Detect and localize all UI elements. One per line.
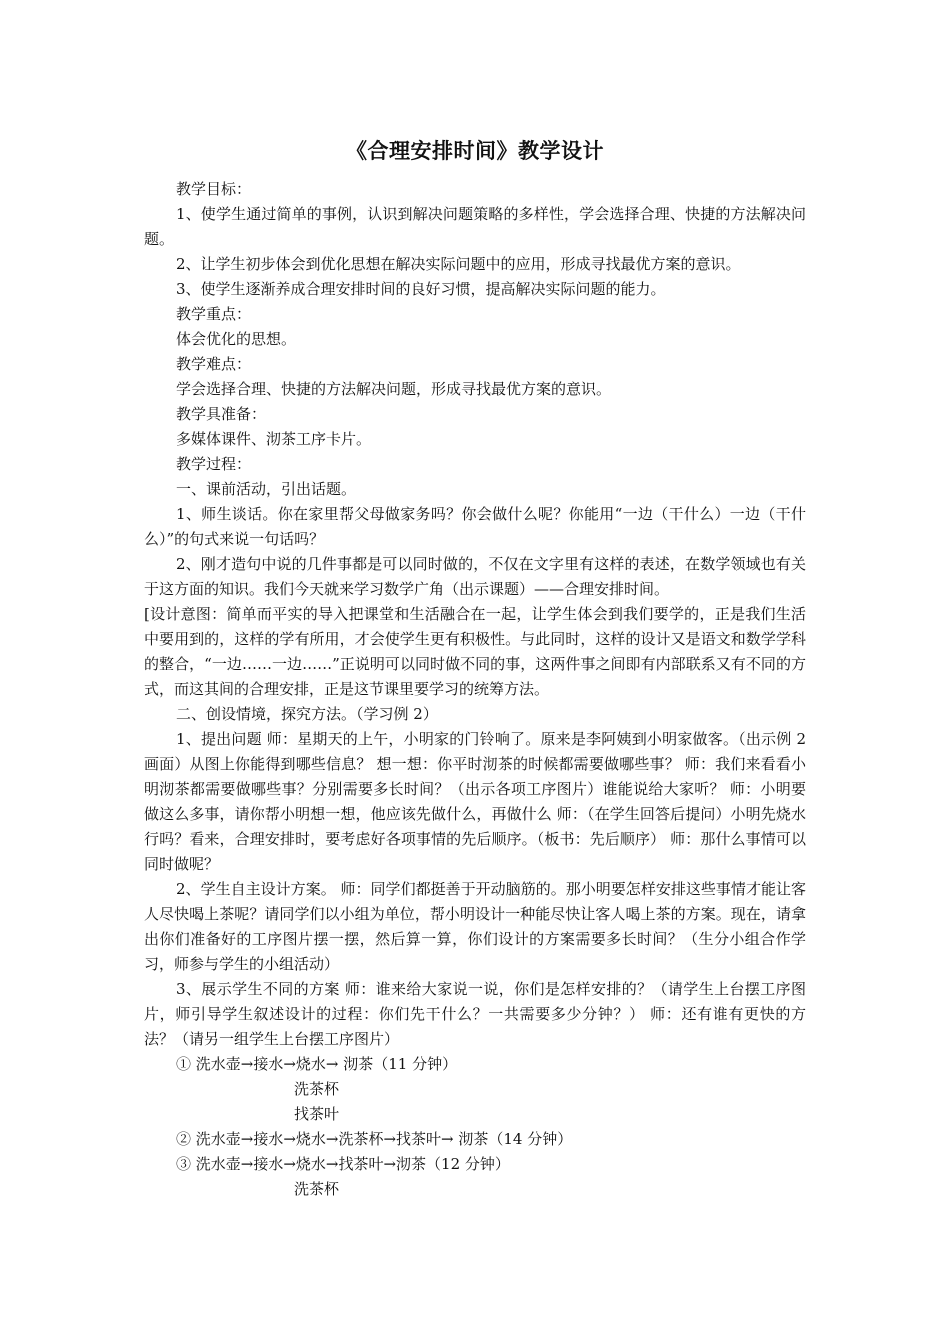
objectives-heading: 教学目标： [176, 180, 252, 198]
plan-1: ① 洗水壶→接水→烧水→ 沏茶（11 分钟） [176, 1055, 458, 1073]
document-title: 《合理安排时间》教学设计 [346, 139, 604, 163]
difficulty: 学会选择合理、快捷的方法解决问题，形成寻找最优方案的意识。 [176, 380, 612, 398]
section-1-heading: 一、课前活动，引出话题。 [176, 480, 357, 498]
section-1-paragraph-1: 1、师生谈话。你在家里帮父母做家务吗？你会做什么呢？你能用“一边（干什么）一边（干什么）”的句式来说一句话吗？ [144, 505, 806, 548]
section-2-paragraph-3: 3、展示学生不同的方案 师：谁来给大家说一说，你们是怎样安排的？（请学生上台摆工序图片，师引导学生叙述设计的过程：你们先干什么？一共需要多少分钟？） 师：还有谁有更快的方法？（请另一组学生上台摆工序图片） [144, 980, 806, 1048]
objective-3: 3、使学生逐渐养成合理安排时间的良好习惯，提高解决实际问题的能力。 [176, 280, 666, 298]
process-heading: 教学过程： [176, 455, 252, 473]
plan-3-sub-1: 洗茶杯 [294, 1180, 340, 1198]
materials: 多媒体课件、沏茶工序卡片。 [176, 430, 372, 448]
plan-1-sub-2: 找茶叶 [294, 1105, 340, 1123]
design-note: [设计意图：简单而平实的导入把课堂和生活融合在一起，让学生体会到我们要学的，正是我们生活中要用到的，这样的学有所用，才会使学生更有积极性。与此同时，这样的设计又是语文和数学学科的整合，“一边……一边……”正说明可以同时做不同的事，这两件事之间即有内部联系又有不同的方式，而这其间的合理安排，正是这节课里要学习的统筹方法。 [144, 605, 806, 698]
plan-3: ③ 洗水壶→接水→烧水→找茶叶→沏茶（12 分钟） [176, 1155, 510, 1173]
key-point: 体会优化的思想。 [176, 330, 297, 348]
objective-1: 1、使学生通过简单的事例，认识到解决问题策略的多样性，学会选择合理、快捷的方法解决问题。 [144, 205, 806, 248]
section-2-paragraph-1: 1、提出问题 师：星期天的上午，小明家的门铃响了。原来是李阿姨到小明家做客。（出示例 2 画面）从图上你能得到哪些信息？ 想一想：你平时沏茶的时候都需要做哪些事？ 师：我们来看看小明沏茶都需要做哪些事？分别需要多长时间？（出示各项工序图片）谁能说给大家听？ 师：小明要做这么多事，请你帮小明想一想，他应该先做什么，再做什么 师：（在学生回答后提问）小明先烧水行吗？看来，合理安排时，要考虑好各项事情的先后顺序。（板书：先后顺序） 师：那什么事情可以同时做呢？ [144, 730, 806, 873]
key-point-heading: 教学重点： [176, 305, 252, 323]
section-2-heading: 二、创设情境，探究方法。（学习例 2） [176, 705, 438, 723]
plan-2: ② 洗水壶→接水→烧水→洗茶杯→找茶叶→ 沏茶（14 分钟） [176, 1130, 573, 1148]
plan-1-sub-1: 洗茶杯 [294, 1080, 340, 1098]
difficulty-heading: 教学难点： [176, 355, 252, 373]
document-body [144, 177, 806, 1202]
materials-heading: 教学具准备： [176, 405, 267, 423]
section-2-paragraph-2: 2、学生自主设计方案。 师：同学们都挺善于开动脑筋的。那小明要怎样安排这些事情才能让客人尽快喝上茶呢？请同学们以小组为单位，帮小明设计一种能尽快让客人喝上茶的方案。现在，请拿出你们准备好的工序图片摆一摆，然后算一算，你们设计的方案需要多长时间？（生分小组合作学习，师参与学生的小组活动） [144, 880, 806, 973]
objective-2: 2、让学生初步体会到优化思想在解决实际问题中的应用，形成寻找最优方案的意识。 [176, 255, 741, 273]
section-1-paragraph-2: 2、刚才造句中说的几件事都是可以同时做的，不仅在文字里有这样的表述，在数学领域也有关于这方面的知识。我们今天就来学习数学广角（出示课题）——合理安排时间。 [144, 555, 806, 598]
